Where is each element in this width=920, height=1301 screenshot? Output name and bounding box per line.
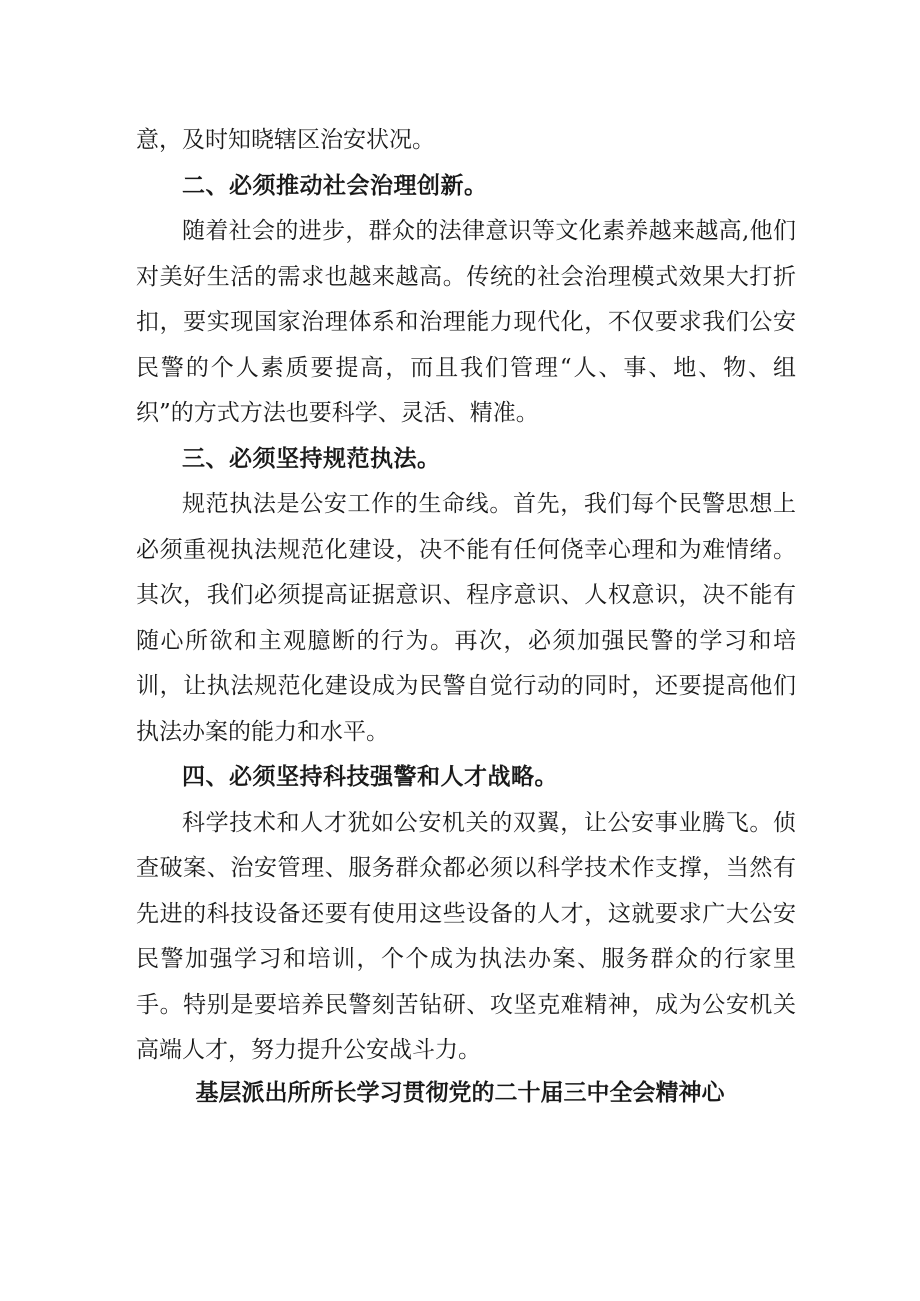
section-heading-3: 三、必须坚持规范执法。 (182, 445, 441, 472)
paragraph-social-governance: 随着社会的进步，群众的法律意识等文化素养越来越高,他们对美好生活的需求也越来越高。传统的社会治理模式效果大打折扣，要实现国家治理体系和治理能力现代化，不仅要求我们公安民警的个人素质要提高，而且我们管理“人、事、地、物、组织”的方式方法也要科学、灵活、精准。 (136, 218, 796, 426)
paragraph-continuation: 意，及时知晓辖区治安状况。 (136, 127, 435, 153)
section-heading-2: 二、必须推动社会治理创新。 (182, 172, 488, 199)
section-heading-4: 四、必须坚持科技强警和人才战略。 (182, 764, 558, 790)
document-body (136, 118, 796, 1074)
paragraph-technology-talent: 科学技术和人才犹如公安机关的双翼，让公安事业腾飞。侦查破案、治安管理、服务群众都必须以科学技术作支撑，当然有先进的科技设备还要有使用这些设备的人才，这就要求广大公安民警加强学习和培训，个个成为执法办案、服务群众的行家里手。特别是要培养民警刻苦钻研、攻坚克难精神，成为公安机关高端人才，努力提升公安战斗力。 (136, 809, 796, 1063)
paragraph-law-enforcement: 规范执法是公安工作的生命线。首先，我们每个民警思想上必须重视执法规范化建设，决不能有任何侥幸心理和为难情绪。其次，我们必须提高证据意识、程序意识、人权意识，决不能有随心所欲和主观臆断的行为。再次，必须加强民警的学习和培训，让执法规范化建设成为民警自觉行动的同时，还要提高他们执法办案的能力和水平。 (136, 491, 796, 745)
next-article-title: 基层派出所所长学习贯彻党的二十届三中全会精神心 (195, 1080, 725, 1106)
